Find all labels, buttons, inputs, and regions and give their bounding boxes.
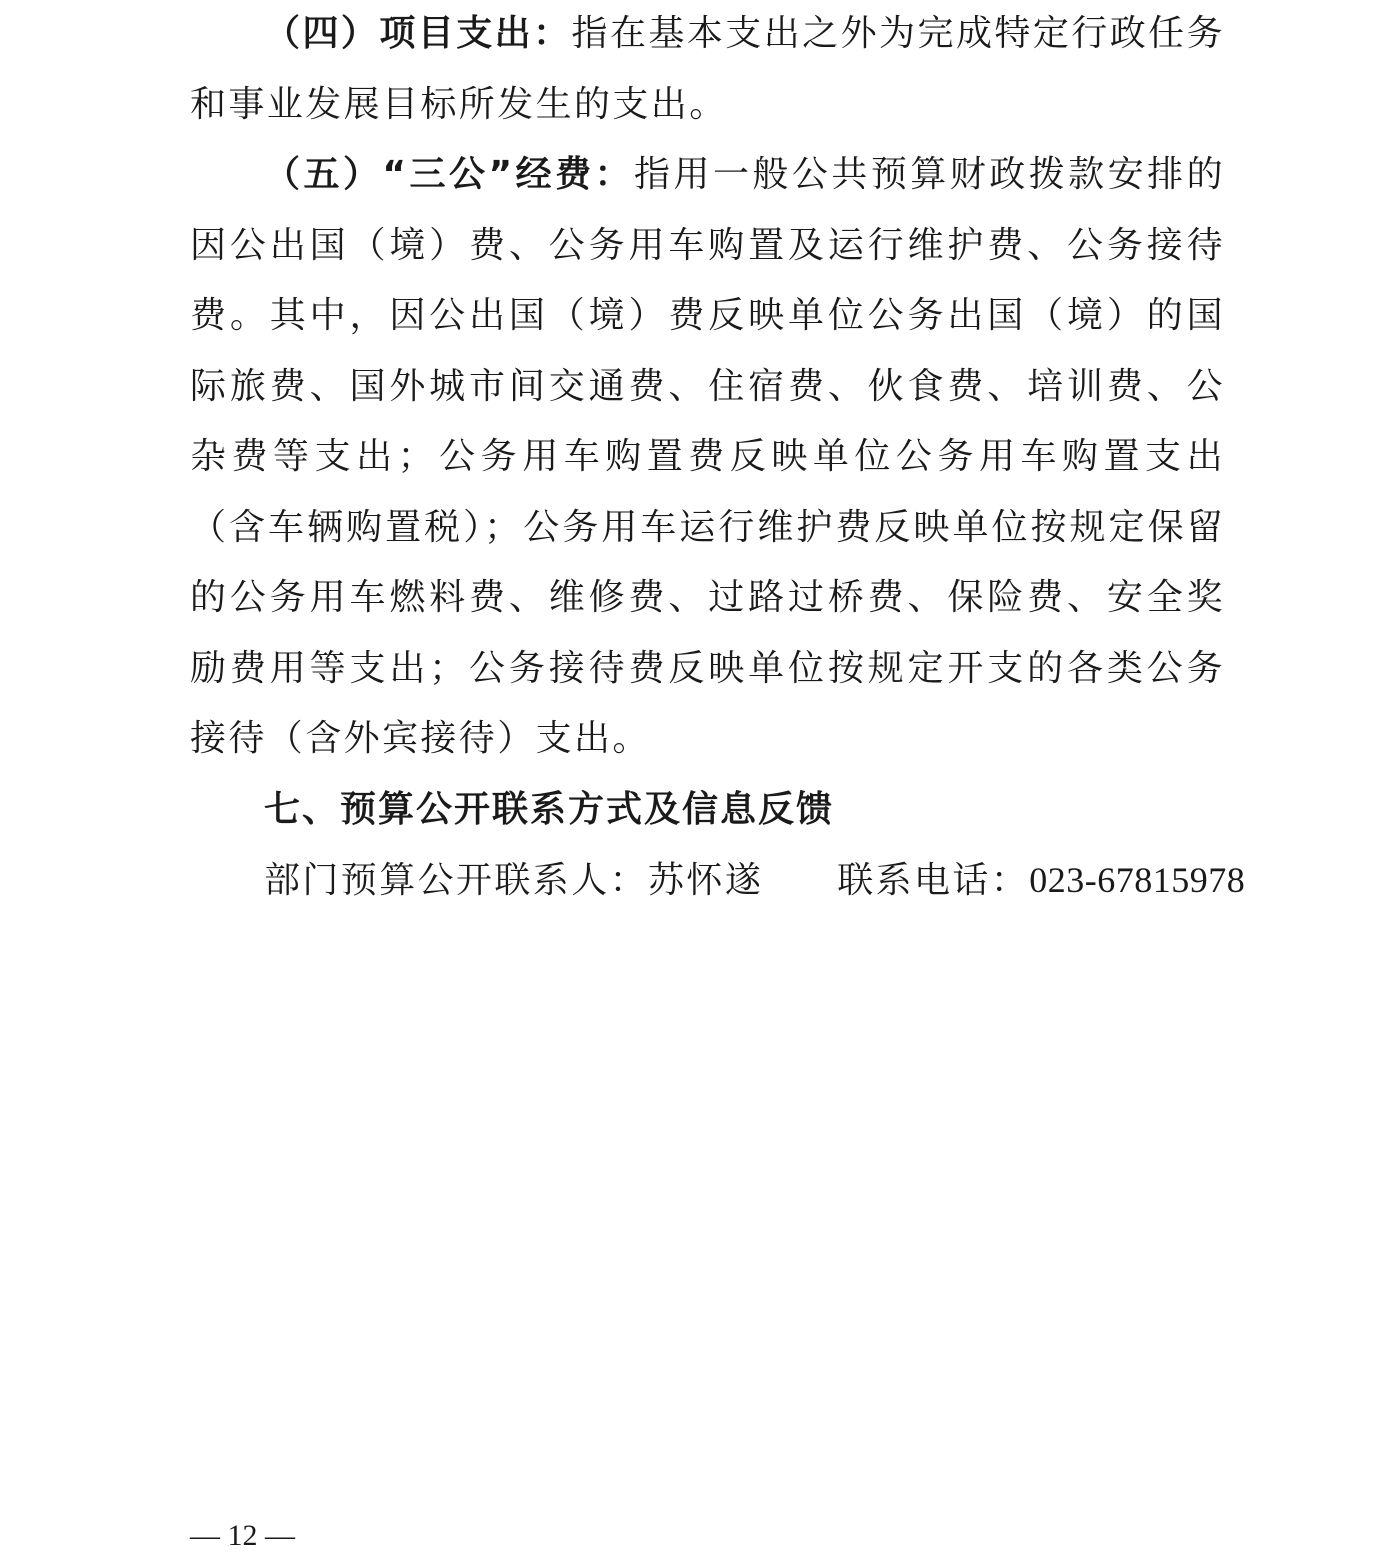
- paragraph-three-public-expenses: [190, 140, 1225, 775]
- paragraph-body: 指用一般公共预算财政拨款安排的因公出国（境）费、公务用车购置及运行维护费、公务接待费。其中，因公出国（境）费反映单位公务出国（境）的国际旅费、国外城市间交通费、住宿费、伙食费、培训费、公杂费等支出；公务用车购置费反映单位公务用车购置支出（含车辆购置税）；公务用车运行维护费反映单位按规定保留的公务用车燃料费、维修费、过路过桥费、保险费、安全奖励费用等支出；公务接待费反映单位按规定开支的各类公务接待（含外宾接待）支出。: [190, 154, 1225, 759]
- contact-phone-label: 联系电话：: [837, 860, 1030, 901]
- section-heading: 七、预算公开联系方式及信息反馈: [264, 788, 835, 830]
- paragraph-project-expenditure: [190, 0, 1225, 140]
- contact-line: [190, 845, 1246, 917]
- document-page: [190, 0, 1246, 917]
- paragraph-body: 指在基本支出之外为完成特定行政任务和事业发展目标所发生的支出。: [190, 13, 1225, 125]
- contact-phone-number: 023-67815978: [1029, 860, 1246, 900]
- page-number: — 12 —: [190, 1519, 295, 1552]
- contact-person-label: 部门预算公开联系人：: [264, 860, 649, 901]
- paragraph-lead: （四）项目支出：: [264, 13, 572, 54]
- contact-person-name: 苏怀遂: [648, 860, 764, 901]
- paragraph-lead: （五）“三公”经费：: [264, 154, 635, 195]
